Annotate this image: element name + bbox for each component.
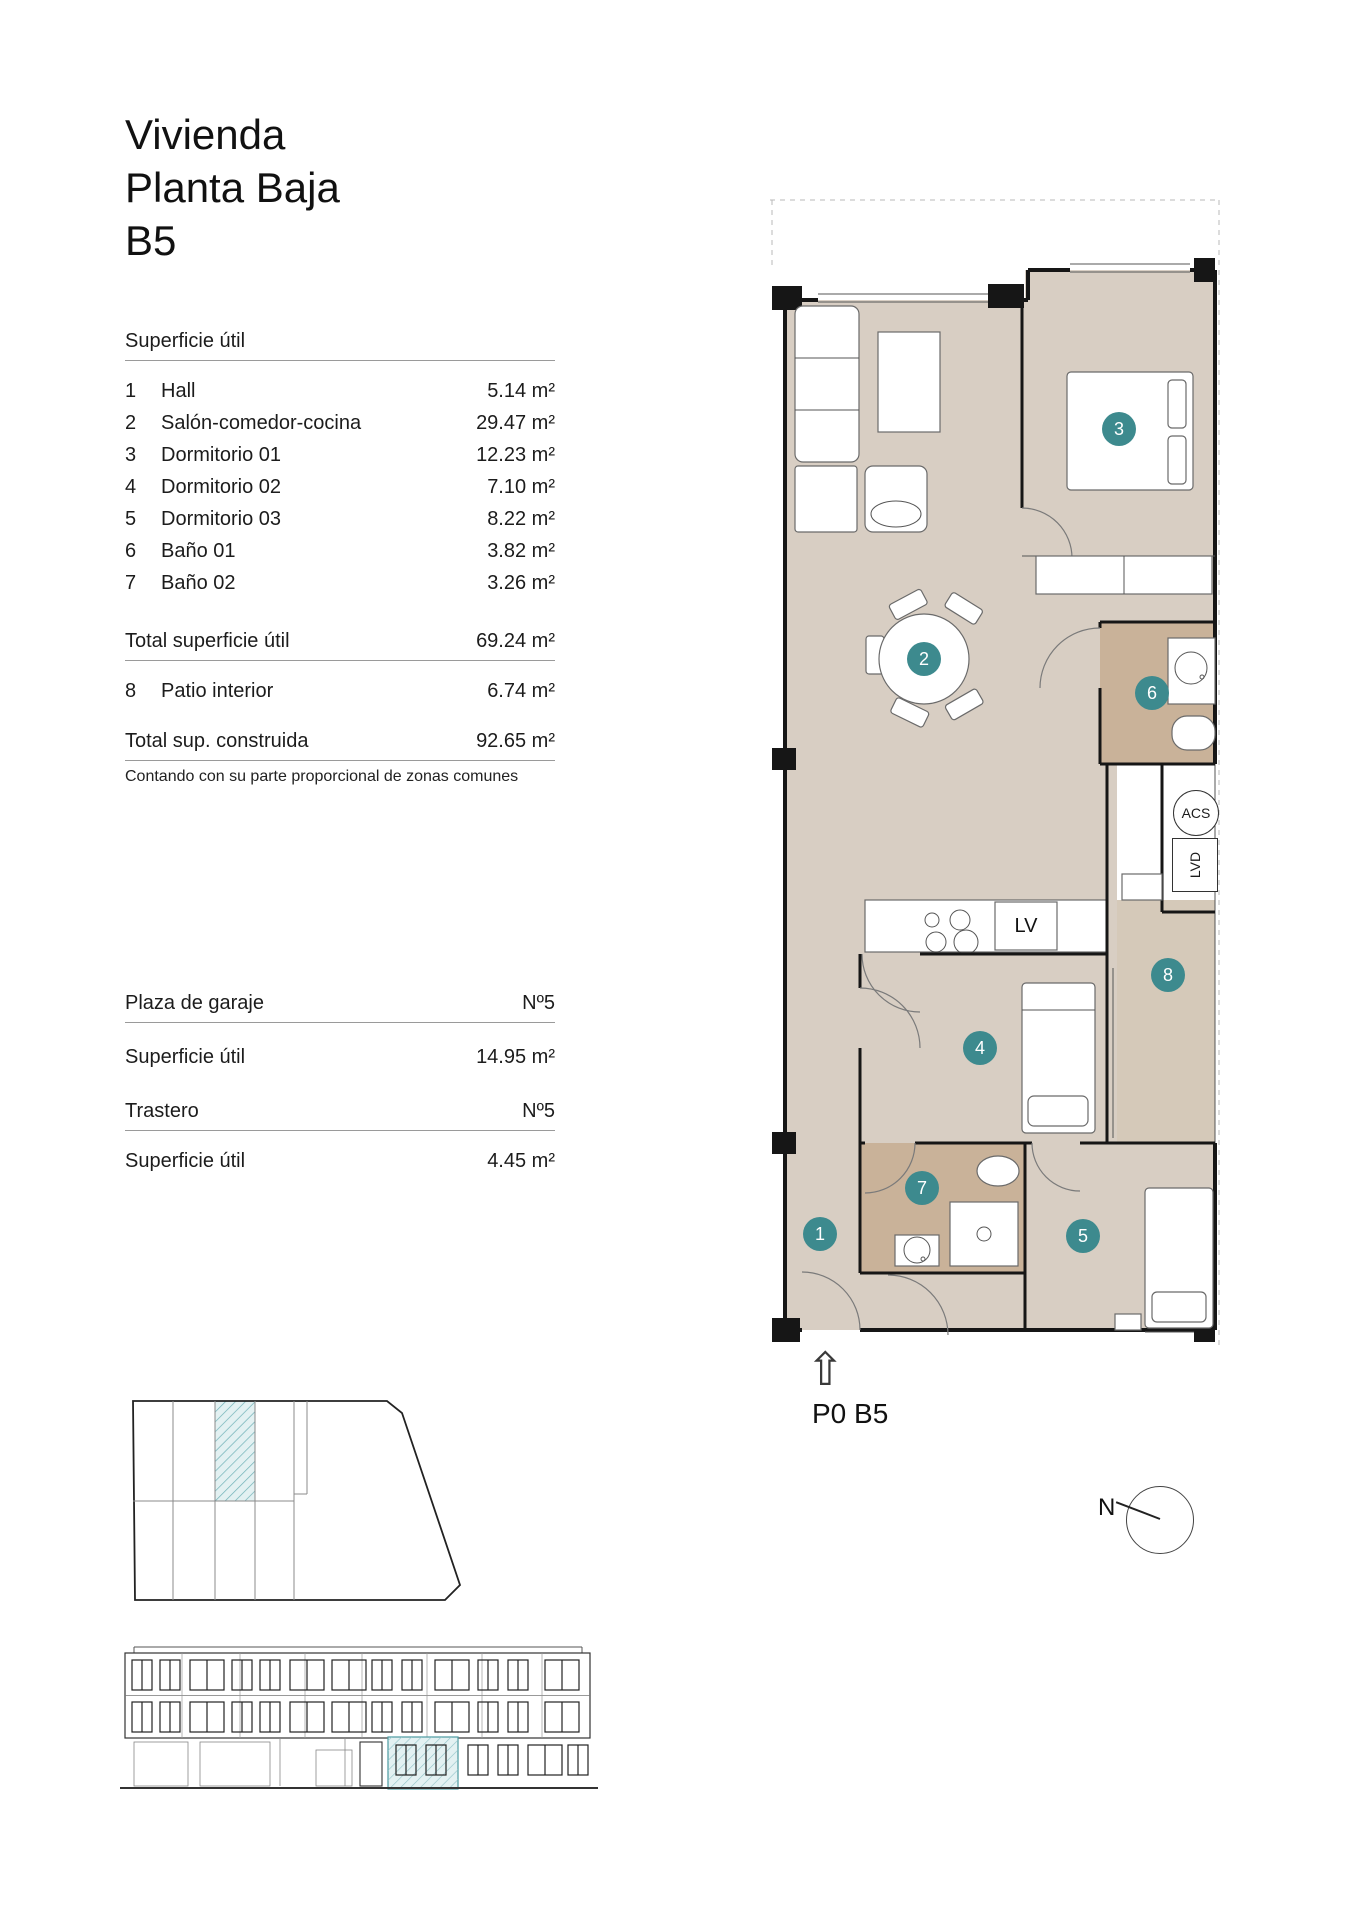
- room-marker-bath-01: 6: [1135, 676, 1169, 710]
- garage-header: [125, 992, 555, 1023]
- row-num: 7: [125, 572, 137, 594]
- table-row: [125, 380, 555, 403]
- total-built-value: 92.65 m²: [476, 730, 555, 752]
- footnote: Contando con su parte proporcional de zonas comunes: [125, 768, 519, 785]
- row-label: Dormitorio 01: [161, 444, 282, 466]
- row-label: Baño 02: [161, 572, 236, 594]
- storage-surface-row: [125, 1150, 555, 1173]
- room-marker-patio: 8: [1151, 958, 1185, 992]
- site-plan: [100, 1388, 466, 1608]
- row-label: Patio interior: [161, 680, 274, 702]
- row-value: 3.82 m²: [487, 540, 555, 562]
- storage-label: Trastero: [125, 1100, 199, 1122]
- row-value: 12.23 m²: [476, 444, 555, 466]
- unit-label: P0 B5: [812, 1398, 889, 1429]
- north-indicator: [1098, 1486, 1228, 1576]
- room-marker-bedroom-03: 5: [1066, 1219, 1100, 1253]
- row-value: 7.10 m²: [487, 476, 555, 498]
- floor-plan: [770, 198, 1222, 1443]
- total-useful-surface: [125, 630, 555, 661]
- room-marker-bedroom-02: 4: [963, 1031, 997, 1065]
- title-line-1: Vivienda: [125, 111, 286, 158]
- table-row: [125, 540, 555, 563]
- row-label: Salón-comedor-cocina: [161, 412, 362, 434]
- title-line-3: B5: [125, 217, 177, 264]
- total-built-surface: [125, 730, 555, 761]
- storage-header: [125, 1100, 555, 1131]
- row-num: 6: [125, 540, 137, 562]
- row-value: 5.14 m²: [487, 380, 555, 402]
- row-num: 4: [125, 476, 137, 498]
- row-label: Dormitorio 03: [161, 508, 282, 530]
- washer-label: [1172, 838, 1218, 892]
- table-row: [125, 508, 555, 531]
- row-label: Hall: [161, 380, 196, 402]
- water-heater-label: ACS: [1173, 790, 1219, 836]
- garage-surface-row: [125, 1046, 555, 1069]
- washer-label-text: LVD: [1186, 851, 1203, 879]
- garage-label: Plaza de garaje: [125, 992, 264, 1014]
- row-label: Baño 01: [161, 540, 236, 562]
- total-value: 69.24 m²: [476, 630, 555, 652]
- row-value: 3.26 m²: [487, 572, 555, 594]
- row-num: 8: [125, 680, 137, 702]
- surface-table-header: [125, 330, 555, 361]
- garage-surface-value: 14.95 m²: [476, 1046, 555, 1068]
- total-label: Total superficie útil: [125, 630, 290, 652]
- row-value: 6.74 m²: [487, 680, 555, 702]
- building-elevation: [120, 1642, 598, 1805]
- storage-number: Nº5: [522, 1100, 555, 1122]
- room-marker-bath-02: 7: [905, 1171, 939, 1205]
- row-value: 29.47 m²: [476, 412, 555, 434]
- patio-row: [125, 680, 555, 703]
- room-marker-living: 2: [907, 642, 941, 676]
- room-marker-bedroom-01: 3: [1102, 412, 1136, 446]
- dishwasher-label: LV: [1014, 914, 1038, 937]
- row-num: 5: [125, 508, 137, 530]
- row-num: 1: [125, 380, 137, 402]
- page-title: [125, 108, 340, 267]
- entry-arrow-icon: ⇧: [806, 1343, 845, 1395]
- storage-surface-value: 4.45 m²: [487, 1150, 555, 1172]
- table-row: [125, 476, 555, 499]
- table-row: [125, 572, 555, 595]
- table-row: [125, 444, 555, 467]
- row-num: 2: [125, 412, 137, 434]
- row-num: 3: [125, 444, 137, 466]
- floor-plan-drawing: [770, 198, 1222, 1443]
- total-built-label: Total sup. construida: [125, 730, 309, 752]
- row-value: 8.22 m²: [487, 508, 555, 530]
- garage-surface-label: Superficie útil: [125, 1046, 246, 1068]
- room-marker-hall: 1: [803, 1217, 837, 1251]
- storage-surface-label: Superficie útil: [125, 1150, 246, 1172]
- compass-circle-icon: [1126, 1486, 1194, 1554]
- north-label: N: [1098, 1494, 1116, 1521]
- title-line-2: Planta Baja: [125, 164, 340, 211]
- surface-table-header-label: Superficie útil: [125, 330, 246, 352]
- table-row: [125, 412, 555, 435]
- garage-number: Nº5: [522, 992, 555, 1014]
- row-label: Dormitorio 02: [161, 476, 282, 498]
